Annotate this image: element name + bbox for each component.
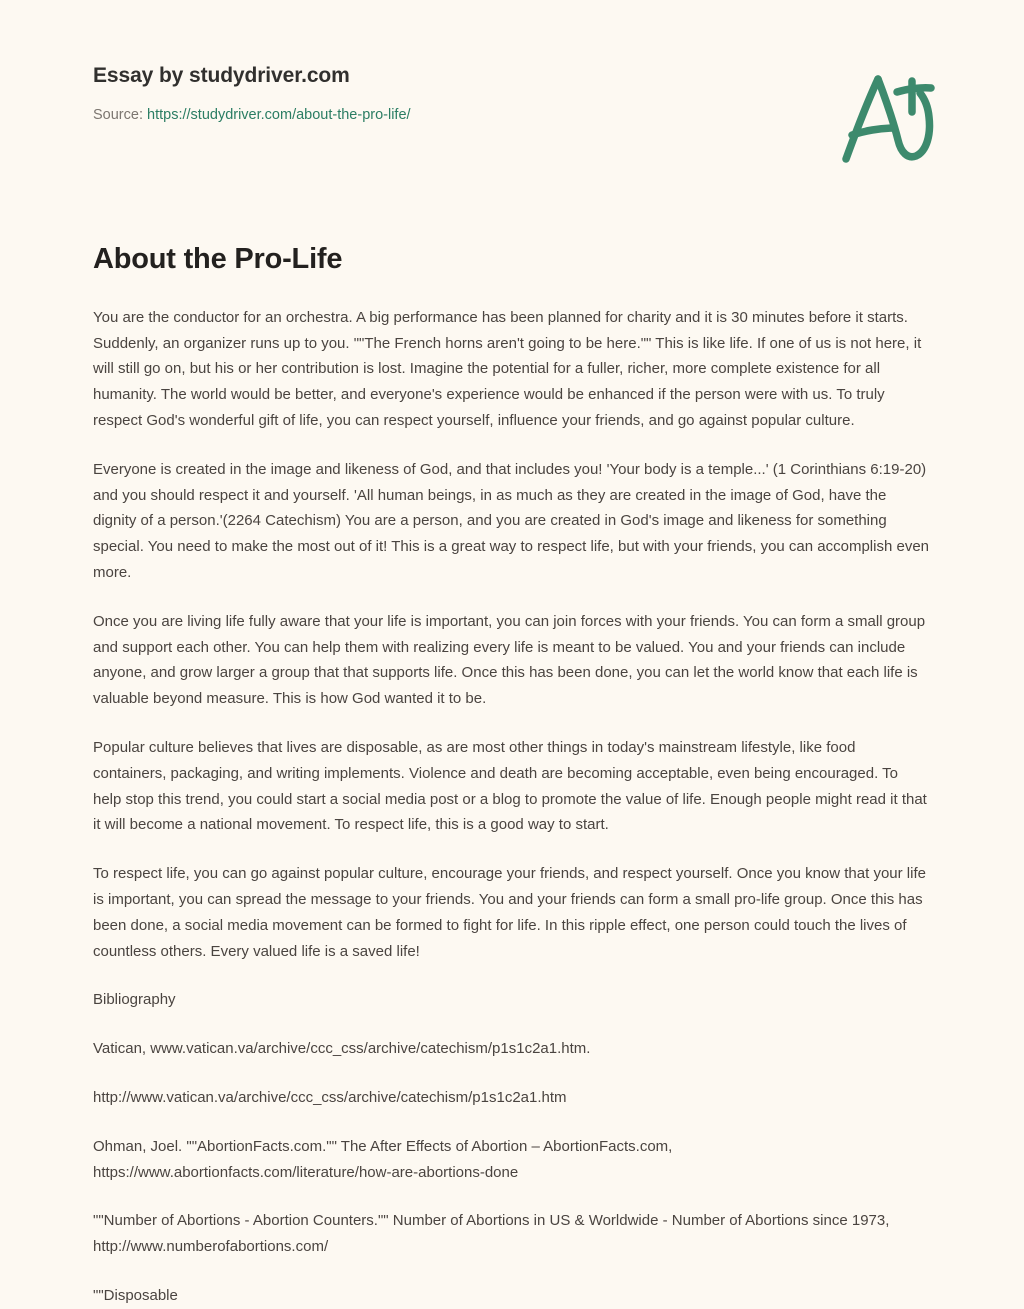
essay-paragraph: Everyone is created in the image and likeness of God, and that includes you! 'Your body is a temple...' (1 Corinthians 6:19-20) and you should respect it and yourself. 'All human beings, in as much as they are created in the image of God, have the dignity of a person.'(2264 Catechism) You are a person, and you are created in God's image and likeness for something special. You need to make the most out of it! This is a great way to respect life, but with your friends, you can accomplish even more.: [93, 460, 930, 581]
studydriver-a-plus-logo-icon: [834, 62, 940, 166]
source-line: [93, 106, 930, 125]
bibliography-entry: http://www.vatican.va/archive/ccc_css/archive/catechism/p1s1c2a1.htm: [93, 1088, 567, 1106]
source-label: Source:: [93, 107, 143, 124]
bibliography-entry: Vatican, www.vatican.va/archive/ccc_css/archive/catechism/p1s1c2a1.htm.: [93, 1040, 591, 1058]
bibliography-entry: Ohman, Joel. ""AbortionFacts.com."" The After Effects of Abortion – AbortionFacts.com, https://www.abortionfacts.com/literature/how-are-abortions-done: [93, 1137, 673, 1181]
essay-byline: Essay by studydriver.com: [93, 64, 350, 87]
bibliography-entry: ""Disposable: [93, 1286, 178, 1304]
bibliography-entry: ""Number of Abortions - Abortion Counters."" Number of Abortions in US & Worldwide - Number of Abortions since 1973, http://www.numberofabortions.com/: [93, 1212, 890, 1256]
essay-paragraph: Popular culture believes that lives are disposable, as are most other things in today's mainstream lifestyle, like food containers, packaging, and writing implements. Violence and death are becoming acceptable, even being encouraged. To help stop this trend, you could start a social media post or a blog to promote the value of life. Enough people might read it that it will become a national movement. To respect life, this is a good way to start.: [93, 738, 927, 834]
page-header: [0, 0, 1024, 170]
bibliography-heading: Bibliography: [93, 991, 176, 1009]
essay-paragraph: Once you are living life fully aware that your life is important, you can join forces with your friends. You can form a small group and support each other. You can help them with realizing every life is meant to be valued. You and your friends can include anyone, and grow larger a group that that supports life. Once this has been done, you can let the world know that each life is valuable beyond measure. This is how God wanted it to be.: [93, 612, 926, 708]
essay-paragraph: You are the conductor for an orchestra. A big performance has been planned for charity and it is 30 minutes before it starts. Suddenly, an organizer runs up to you. ""The French horns aren't going to be here."" This is like life. If one of us is not here, it will still go on, but his or her contribution is lost. Imagine the potential for a fuller, richer, more complete existence for all humanity. The world would be better, and everyone's experience would be enhanced if the person were with us. To truly respect God's wonderful gift of life, you can respect yourself, influence your friends, and go against popular culture.: [93, 308, 922, 429]
essay-body: [0, 305, 1024, 1309]
essay-paragraph: To respect life, you can go against popular culture, encourage your friends, and respect yourself. Once you know that your life is important, you can spread the message to your friends. You and your friends can form a small pro-life group. Once this has been done, a social media movement can be formed to fight for life. In this ripple effect, one person could touch the lives of countless others. Every valued life is a saved life!: [93, 865, 926, 960]
page-title: About the Pro-Life: [93, 243, 343, 275]
source-url-link[interactable]: https://studydriver.com/about-the-pro-life/: [147, 107, 411, 124]
